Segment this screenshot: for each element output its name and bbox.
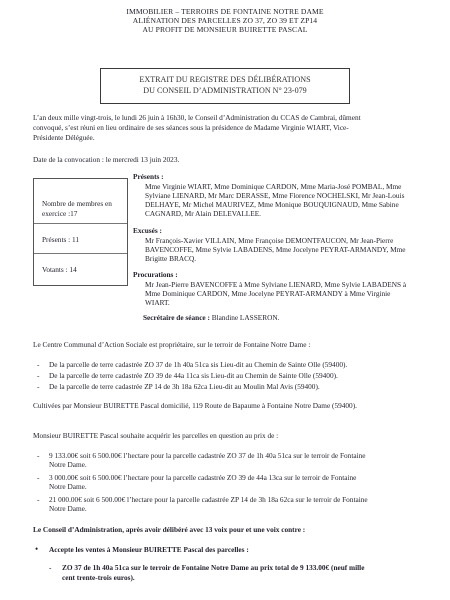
convocation-date: Date de la convocation : le mercredi 13 juin 2023. bbox=[33, 155, 180, 164]
present-line-4: CAGNARD, Mr Alain DELEVALLEE. bbox=[145, 209, 261, 218]
voting-count: Votants : 14 bbox=[42, 265, 77, 274]
present-title: Présents : bbox=[133, 172, 164, 181]
secretary-label: Secrétaire de séance : bbox=[143, 313, 210, 322]
count-divider-2 bbox=[34, 253, 127, 254]
ownership-intro: Le Centre Communal d’Action Sociale est propriétaire, sur le terroir de Fontaine Notre Dame : bbox=[33, 340, 311, 349]
extract-title-line-2: DU CONSEIL D’ADMINISTRATION N° 23-079 bbox=[143, 86, 307, 95]
excused-title: Excusés : bbox=[133, 226, 162, 235]
header-line-1: IMMOBILIER – TERROIRS DE FONTAINE NOTRE DAME bbox=[126, 7, 324, 16]
cultivated-line: Cultivées par Monsieur BUIRETTE Pascal domicilié, 119 Route de Bapaume à Fontaine Notre Dame (59400). bbox=[33, 401, 357, 410]
excused-line-1: Mr François-Xavier VILLAIN, Mme Françoise DEMONTFAUCON, Mr Jean-Pierre bbox=[145, 236, 394, 245]
members-label-1: Nombre de membres en bbox=[42, 199, 112, 208]
secretary-name: Blandine LASSERON. bbox=[211, 313, 280, 322]
present-line-2: Sylviane LIENARD, Mr Marc DERASSE, Mme Florence NOCHELSKI, Mr Jean-Louis bbox=[145, 191, 405, 200]
present-count: Présents : 11 bbox=[42, 235, 80, 244]
price-dash-1: - bbox=[37, 451, 40, 460]
proxies-line-2: Mme Dominique CARDON, Mme Jocelyne PEYRAT-ARMANDY à Mme Virginie bbox=[145, 289, 391, 298]
price-2-line-1: 3 000.00€ soit 6 500.00€ l’hectare pour la parcelle cadastrée ZO 39 de 44a 13ca sur le terroir de Fontaine bbox=[49, 473, 357, 482]
intro-line-3: Présidente Déléguée. bbox=[33, 133, 95, 142]
members-label-2: exercice :17 bbox=[42, 209, 78, 218]
intro-line-1: L’an deux mille vingt-trois, le lundi 26 juin à 16h30, le Conseil d’Administration du CCAS de Cambrai, dûment bbox=[33, 113, 361, 122]
price-3-line-1: 21 000.00€ soit 6 500.00€ l’hectare pour la parcelle cadastrée ZP 14 de 3h 18a 62ca sur le terroir de Fontaine bbox=[49, 495, 368, 504]
parcel-dash-2: - bbox=[37, 371, 40, 380]
excused-line-2: BAVENCOFFE, Mme Sylvie LABADENS, Mme Jocelyne PEYRAT-ARMANDY, Mme bbox=[145, 245, 406, 254]
decision-bullet-text: Accepte les ventes à Monsieur BUIRETTE Pascal des parcelles : bbox=[49, 545, 249, 554]
extract-title-line-1: EXTRAIT DU REGISTRE DES DÉLIBÉRATIONS bbox=[139, 75, 311, 84]
decision-bullet-dot: • bbox=[35, 544, 39, 554]
price-1-line-1: 9 133.00€ soit 6 500.00€ l’hectare pour la parcelle cadastrée ZO 37 de 1h 40a 51ca sur le terroir de Fontaine bbox=[49, 451, 366, 460]
parcel-dash-1: - bbox=[37, 360, 40, 369]
proxies-line-3: WIART. bbox=[145, 298, 170, 307]
proxies-title: Procurations : bbox=[133, 270, 178, 279]
decision-intro: Le Conseil d’Administration, après avoir délibéré avec 13 voix pour et une voix contre : bbox=[33, 525, 306, 534]
intro-line-2: convoqué, s’est réuni en lieu ordinaire de ses séances sous la présidence de Madame Virginie WIART, Vice- bbox=[33, 123, 349, 132]
parcel-line-3: De la parcelle de terre cadastrée ZP 14 de 3h 18a 62ca Lieu-dit au Moulin Mal Avis (59400). bbox=[49, 382, 320, 391]
price-dash-3: - bbox=[37, 495, 40, 504]
member-counts-box bbox=[33, 178, 128, 286]
present-line-3: DELHAYE, Mr Michel MAURIVEZ, Mme Monique BOUQUIGNAUD, Mme Sabine bbox=[145, 200, 399, 209]
price-2-line-2: Notre Dame. bbox=[49, 482, 87, 491]
price-1-line-2: Notre Dame. bbox=[49, 460, 87, 469]
proxies-line-1: Mr Jean-Pierre BAVENCOFFE à Mme Sylviane LIENARD, Mme Sylvie LABADENS à bbox=[145, 280, 407, 289]
price-dash-2: - bbox=[37, 473, 40, 482]
parcel-line-1: De la parcelle de terre cadastrée ZO 37 de 1h 40a 51ca sis Lieu-dit au Chemin de Sainte Olle (59400). bbox=[49, 360, 348, 369]
excused-line-3: Brigitte BRACQ. bbox=[145, 254, 197, 263]
parcel-line-2: De la parcelle de terre cadastrée ZO 39 de 44a 11ca sis Lieu-dit au Chemin de Sainte Olle (59400). bbox=[49, 371, 338, 380]
decision-sub-line-2: cent trente-trois euros). bbox=[62, 573, 135, 582]
decision-sub-line-1: ZO 37 de 1h 40a 51ca sur le terroir de Fontaine Notre Dame au prix total de 9 133.00€ (neuf mille bbox=[62, 563, 365, 572]
secretary-row bbox=[143, 313, 279, 322]
present-line-1: Mme Virginie WIART, Mme Dominique CARDON, Mme Maria-José POMBAL, Mme bbox=[145, 182, 402, 191]
header-line-3: AU PROFIT DE MONSIEUR BUIRETTE PASCAL bbox=[142, 25, 308, 34]
extract-title-box bbox=[100, 68, 350, 104]
count-divider-1 bbox=[34, 223, 127, 224]
price-3-line-2: Notre Dame. bbox=[49, 504, 87, 513]
parcel-dash-3: - bbox=[37, 382, 40, 391]
decision-sub-dash: - bbox=[49, 563, 52, 572]
header-line-2: ALIÉNATION DES PARCELLES ZO 37, ZO 39 ET ZP14 bbox=[132, 16, 318, 25]
acquisition-intro: Monsieur BUIRETTE Pascal souhaite acquérir les parcelles en question au prix de : bbox=[33, 431, 279, 440]
